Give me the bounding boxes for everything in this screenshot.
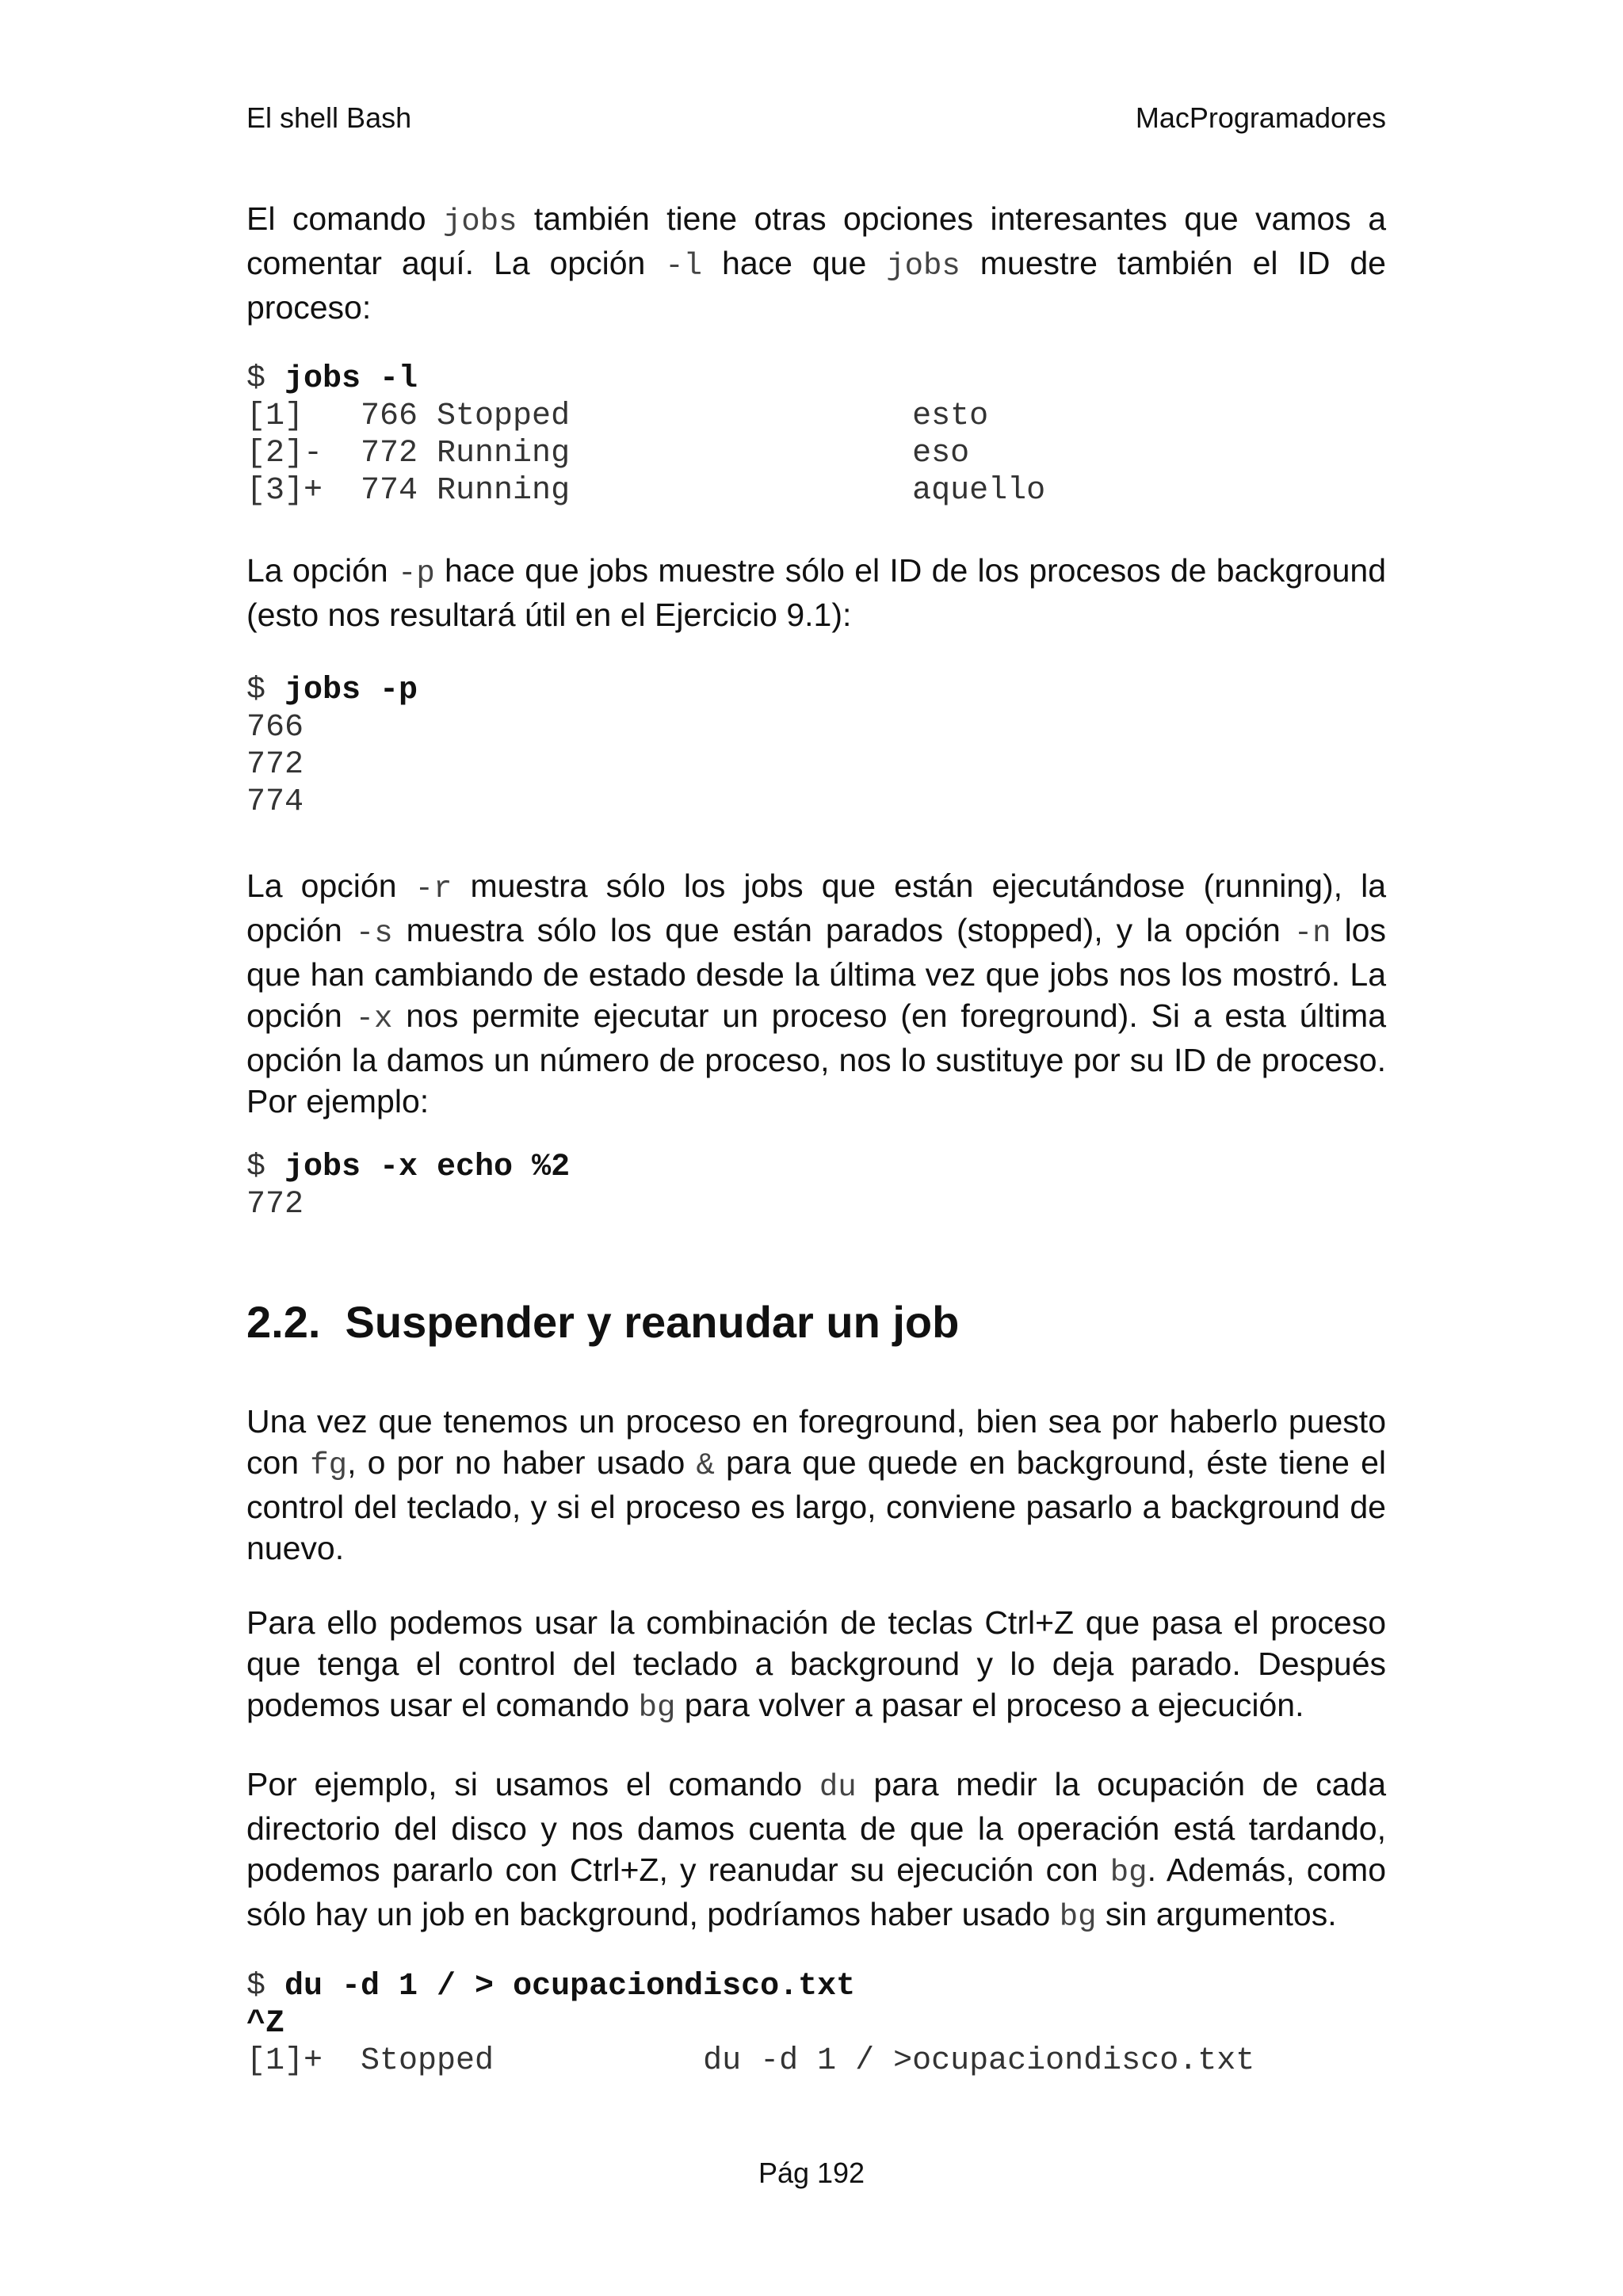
paragraph-du-example: Por ejemplo, si usamos el comando du para medir la ocupación de cada directorio del disco y nos damos cuenta de que la operación está tardando, podemos pararlo con Ctrl+Z, y reanudar su ejecución con bg. Además, como sólo hay un job en background, podríamos haber usado bg sin argumentos.: [246, 1766, 1386, 1935]
header-site: MacProgramadores: [1135, 101, 1386, 134]
header-title: El shell Bash: [246, 101, 412, 134]
inline-code: jobs: [886, 249, 960, 284]
paragraph-ctrl-z: Para ello podemos usar la combinación de teclas Ctrl+Z que pasa el proceso que tenga el control del teclado a background y lo deja parado. Después podemos usar el comando bg para volver a pasar el proceso a ejecución.: [246, 1604, 1386, 1726]
inline-code: -p: [397, 556, 435, 591]
inline-code: &: [696, 1448, 715, 1483]
inline-code: -n: [1293, 916, 1331, 951]
code-block-du: $ du -d 1 / > ocupaciondisco.txt ^Z [1]+ Stopped du -d 1 / >ocupaciondisco.txt: [246, 1969, 1255, 2079]
section-title: Suspender y reanudar un job: [345, 1297, 960, 1347]
inline-code: bg: [1109, 1855, 1148, 1890]
code-block-jobs-p: $ jobs -p 766 772 774: [246, 673, 418, 820]
paragraph-options-rsnx: La opción -r muestra sólo los jobs que están ejecutándose (running), la opción -s muestra sólo los que están parados (stopped), y la opción -n los que han cambiando de estado desde la última vez que jobs nos los mostró. La opción -x nos permite ejecutar un proceso (en foreground). Si a esta última opción la damos un número de proceso, nos lo sustituye por su ID de proceso. Por ejemplo:: [246, 868, 1386, 1119]
inline-code: bg: [1059, 1900, 1097, 1935]
page-number: Pág 192: [758, 2157, 865, 2189]
section-heading: [246, 1296, 1386, 1348]
inline-code: -s: [355, 916, 393, 951]
paragraph-option-p: La opción -p hace que jobs muestre sólo el ID de los procesos de background (esto nos resultará útil en el Ejercicio 9.1):: [246, 552, 1386, 633]
inline-code: -r: [414, 871, 453, 906]
section-number: 2.2.: [246, 1297, 321, 1347]
code-block-jobs-x: $ jobs -x echo %2 772: [246, 1150, 571, 1222]
code-block-jobs-l: $ jobs -l [1] 766 Stopped esto [2]- 772 Running eso [3]+ 774 Running aquello: [246, 361, 1046, 509]
inline-code: bg: [638, 1691, 676, 1726]
paragraph-jobs-intro: El comando jobs también tiene otras opciones interesantes que vamos a comentar aquí. La opción -l hace que jobs muestre también el ID de proceso:: [246, 200, 1386, 326]
inline-code: fg: [310, 1448, 348, 1483]
inline-code: du: [819, 1770, 857, 1805]
inline-code: -l: [665, 249, 703, 284]
inline-code: jobs: [442, 204, 517, 239]
inline-code: -x: [355, 1001, 393, 1036]
paragraph-foreground: Una vez que tenemos un proceso en foreground, bien sea por haberlo puesto con fg, o por no haber usado & para que quede en background, éste tiene el control del teclado, y si el proceso es largo, conviene pasarlo a background de nuevo.: [246, 1403, 1387, 1566]
